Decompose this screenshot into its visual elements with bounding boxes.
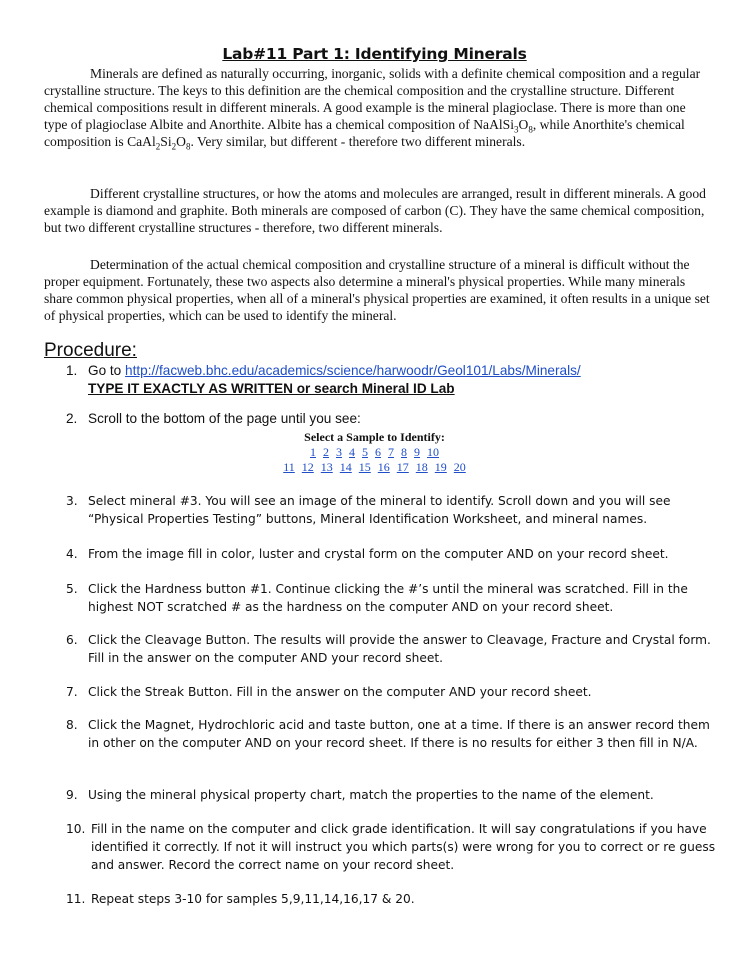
sample-link[interactable]: 18 xyxy=(415,460,428,474)
sample-link[interactable]: 2 xyxy=(323,445,329,459)
sample-link[interactable]: 12 xyxy=(301,460,314,474)
sample-link[interactable]: 4 xyxy=(349,445,355,459)
step-1: 1. Go to http://facweb.bhc.edu/academics/science/harwoodr/Geol101/Labs/Minerals/ TYPE IT EXACTLY AS WRITTEN or search Mineral ID Lab xyxy=(66,362,716,398)
sample-link[interactable]: 16 xyxy=(377,460,390,474)
sample-link[interactable]: 9 xyxy=(414,445,420,459)
sample-link[interactable]: 7 xyxy=(388,445,394,459)
minerals-lab-url-link[interactable]: http://facweb.bhc.edu/academics/science/harwoodr/Geol101/Labs/Minerals/ xyxy=(125,363,581,378)
sample-links-row-1 xyxy=(0,445,749,460)
sample-link[interactable]: 8 xyxy=(401,445,407,459)
intro-paragraph-composition: Minerals are defined as naturally occurring, inorganic, solids with a definite chemical composition and a regular crystalline structure. The keys to this definition are the chemical composition and the crystalline structure. Different chemical compositions result in different minerals. A good example is the mineral plagioclase. There is more than one type of plagioclase Albite and Anorthite. Albite has a chemical composition of $NaAlSi_3O_8$, while Anorthite's chemical composition is $CaAl_2Si_2O_8$. Very similar, but different - therefore two different minerals. xyxy=(44,66,701,152)
step-10: 10. Fill in the name on the computer and click grade identification. It will say congratulations if you have identified it correctly. If not it will instruct you which parts(s) were wrong for you to correct or re guess and answer. Record the correct name on your record sheet. xyxy=(66,822,716,872)
step-6: 6. Click the Cleavage Button. The results will provide the answer to Cleavage, Fracture and Crystal form. Fill in the answer on the computer AND your record sheet. xyxy=(66,633,711,665)
sample-link[interactable]: 5 xyxy=(362,445,368,459)
step-5: 5. Click the Hardness button #1. Continue clicking the #’s until the mineral was scratched. Fill in the highest NOT scratched # as the hardness on the computer AND on your record sheet. xyxy=(66,582,688,614)
sample-link[interactable]: 11 xyxy=(283,460,295,474)
sample-link[interactable]: 3 xyxy=(336,445,342,459)
sample-select-title: Select a Sample to Identify: xyxy=(304,430,445,444)
sample-link[interactable]: 14 xyxy=(339,460,352,474)
intro-paragraph-determination: Determination of the actual chemical composition and crystalline structure of a mineral is difficult without the proper equipment. Fortunately, these two aspects also determine a mineral's physical properties. While many minerals share common physical properties, when all of a mineral's physical properties are examined, it often results in a unique set of physical properties, which can be used to identify the mineral. xyxy=(44,257,710,323)
sample-link[interactable]: 10 xyxy=(427,445,439,459)
step-2: 2. Scroll to the bottom of the page until you see: xyxy=(66,411,361,426)
sample-link[interactable]: 17 xyxy=(396,460,409,474)
sample-link[interactable]: 6 xyxy=(375,445,381,459)
step-8: 8. Click the Magnet, Hydrochloric acid and taste button, one at a time. If there is an answer record them in other on the computer AND on your record sheet. If there is no results for either 3 then fill in N/A. xyxy=(66,718,710,750)
step-11: 11. Repeat steps 3-10 for samples 5,9,11,14,16,17 & 20. xyxy=(66,892,415,906)
sample-link[interactable]: 20 xyxy=(453,460,466,474)
sample-links-row-2 xyxy=(0,460,749,475)
step-3: 3. Select mineral #3. You will see an image of the mineral to identify. Scroll down and you will see “Physical Properties Testing” buttons, Mineral Identification Worksheet, and mineral names. xyxy=(66,494,671,526)
type-exactly-instruction: TYPE IT EXACTLY AS WRITTEN or search Mineral ID Lab xyxy=(88,381,455,396)
sample-link[interactable]: 1 xyxy=(310,445,316,459)
page-title: Lab#11 Part 1: Identifying Minerals xyxy=(222,45,527,63)
intro-paragraph-structure: Different crystalline structures, or how the atoms and molecules are arranged, result in different minerals. A good example is diamond and graphite. Both minerals are composed of carbon (C). They have the same chemical composition, but two different crystalline structures - therefore, two different minerals. xyxy=(44,186,706,235)
step-4: 4. From the image fill in color, luster and crystal form on the computer AND on your record sheet. xyxy=(66,547,669,561)
procedure-heading: Procedure: xyxy=(44,340,137,361)
sample-link[interactable]: 19 xyxy=(434,460,447,474)
sample-link[interactable]: 13 xyxy=(320,460,333,474)
step-7: 7. Click the Streak Button. Fill in the answer on the computer AND your record sheet. xyxy=(66,685,592,699)
sample-link[interactable]: 15 xyxy=(358,460,371,474)
step-9: 9. Using the mineral physical property chart, match the properties to the name of the element. xyxy=(66,788,654,802)
